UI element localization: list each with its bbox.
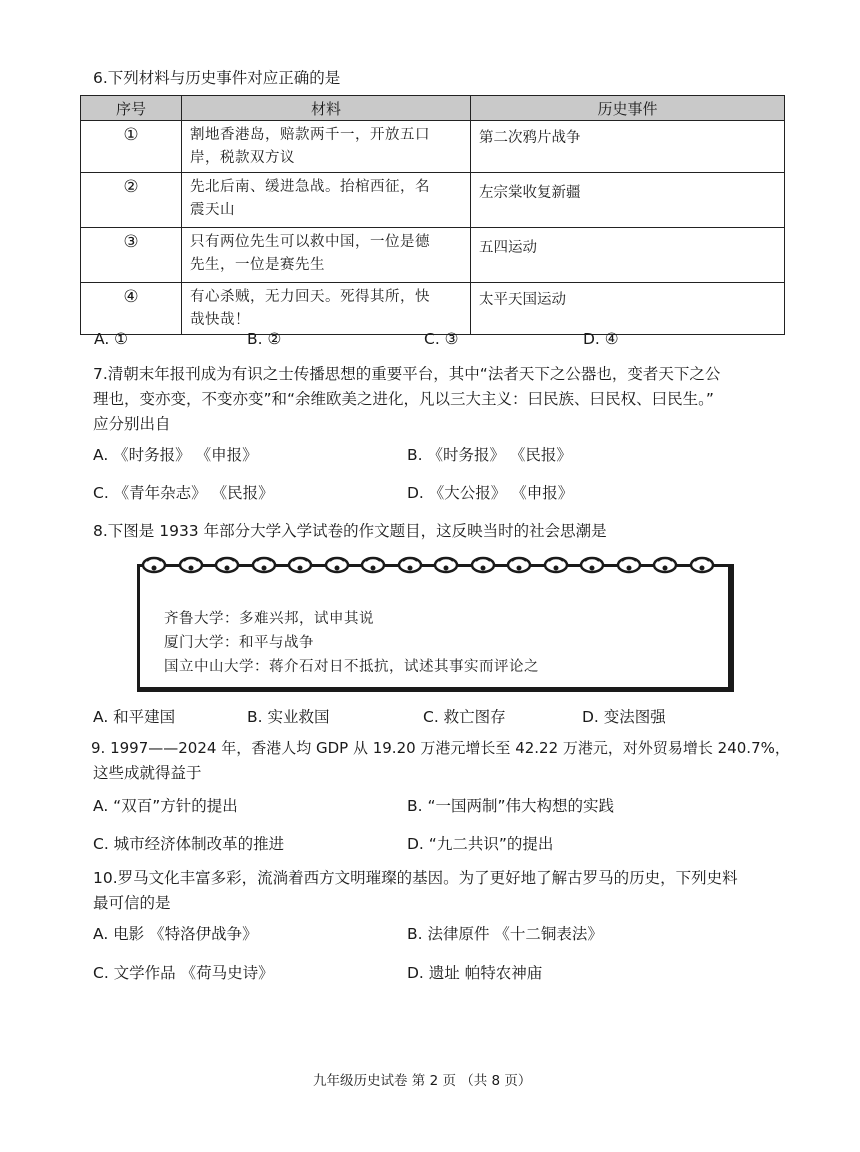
- row-event: 五四运动: [471, 228, 785, 283]
- notebook-line: 齐鲁大学：多难兴邦，试申其说: [164, 611, 374, 627]
- q6-option-d[interactable]: D. ④: [583, 330, 619, 348]
- spiral-ring-icon: [214, 556, 240, 574]
- notebook-line: 国立中山大学：蒋介石对日不抵抗，试述其事实而评论之: [164, 659, 539, 675]
- q9-option-d[interactable]: D. “九二共识”的提出: [407, 835, 554, 853]
- spiral-ring-icon: [652, 556, 678, 574]
- page-footer: 九年级历史试卷 第 2 页 （共 8 页）: [313, 1073, 532, 1089]
- spiral-ring-icon: [543, 556, 569, 574]
- table-row: [81, 283, 785, 335]
- row-event: 第二次鸦片战争: [471, 121, 785, 173]
- row-number: ②: [81, 173, 182, 228]
- row-event: 太平天国运动: [471, 283, 785, 335]
- q9-stem-line1: 9. 1997——2024 年，香港人均 GDP 从 19.20 万港元增长至 42.22 万港元，对外贸易增长 240.7%，: [91, 739, 790, 757]
- row-number: ④: [81, 283, 182, 335]
- q8-stem: 8.下图是 1933 年部分大学入学试卷的作文题目，这反映当时的社会思潮是: [93, 522, 607, 540]
- row-event: 左宗棠收复新疆: [471, 173, 785, 228]
- q9-option-a[interactable]: A. “双百”方针的提出: [93, 797, 238, 815]
- row-material: [182, 173, 471, 228]
- table-row: [81, 173, 785, 228]
- spiral-ring-icon: [324, 556, 350, 574]
- q6-option-b[interactable]: B. ②: [247, 330, 282, 348]
- q10-stem-line2: 最可信的是: [93, 894, 171, 912]
- material-line: 先生，一位是赛先生: [190, 257, 325, 273]
- spiral-ring-icon: [433, 556, 459, 574]
- q6-option-c[interactable]: C. ③: [424, 330, 459, 348]
- material-line: 有心杀贼，无力回天。死得其所，快: [190, 289, 430, 305]
- spiral-ring-icon: [689, 556, 715, 574]
- spiral-ring-icon: [579, 556, 605, 574]
- table-row: [81, 228, 785, 283]
- q6-stem: 6.下列材料与历史事件对应正确的是: [93, 69, 341, 87]
- q9-option-c[interactable]: C. 城市经济体制改革的推进: [93, 835, 285, 853]
- q10-option-b[interactable]: B. 法律原件 《十二铜表法》: [407, 925, 603, 943]
- q7-option-d[interactable]: D. 《大公报》 《申报》: [407, 484, 574, 502]
- q10-option-d[interactable]: D. 遗址 帕特农神庙: [407, 964, 543, 982]
- spiral-ring-icon: [178, 556, 204, 574]
- header-event: 历史事件: [471, 96, 785, 121]
- spiral-ring-icon: [251, 556, 277, 574]
- row-number: ①: [81, 121, 182, 173]
- q8-option-d[interactable]: D. 变法图强: [582, 708, 666, 726]
- material-line: 先北后南、缓进急战。抬棺西征，名: [190, 179, 430, 195]
- material-line: 割地香港岛，赔款两千一，开放五口: [190, 127, 430, 143]
- q10-option-a[interactable]: A. 电影 《特洛伊战争》: [93, 925, 258, 943]
- material-line: 哉快哉！: [190, 312, 250, 328]
- q9-option-b[interactable]: B. “一国两制”伟大构想的实践: [407, 797, 615, 815]
- notebook-page: [137, 564, 734, 692]
- q8-option-c[interactable]: C. 救亡图存: [423, 708, 506, 726]
- row-number: ③: [81, 228, 182, 283]
- q6-table: [80, 95, 785, 335]
- spiral-ring-icon: [141, 556, 167, 574]
- notebook-line: 厦门大学：和平与战争: [164, 635, 314, 651]
- q7-option-a[interactable]: A. 《时务报》 《申报》: [93, 446, 258, 464]
- material-line: 只有两位先生可以救中国，一位是德: [190, 234, 430, 250]
- q8-option-a[interactable]: A. 和平建国: [93, 708, 176, 726]
- notebook-rings: [137, 556, 731, 578]
- spiral-ring-icon: [397, 556, 423, 574]
- q9-stem-line2: 这些成就得益于: [93, 764, 202, 782]
- spiral-ring-icon: [360, 556, 386, 574]
- row-material: [182, 121, 471, 173]
- q6-table-header: [81, 96, 785, 121]
- row-material: [182, 228, 471, 283]
- row-material: [182, 283, 471, 335]
- spiral-ring-icon: [506, 556, 532, 574]
- header-number: 序号: [81, 96, 182, 121]
- table-row: [81, 121, 785, 173]
- q7-stem-line1: 7.清朝末年报刊成为有识之士传播思想的重要平台，其中“法者天下之公器也，变者天下之公: [93, 365, 721, 383]
- spiral-ring-icon: [616, 556, 642, 574]
- material-line: 岸，税款双方议: [190, 150, 295, 166]
- q7-option-c[interactable]: C. 《青年杂志》 《民报》: [93, 484, 274, 502]
- q8-option-b[interactable]: B. 实业救国: [247, 708, 330, 726]
- q10-stem-line1: 10.罗马文化丰富多彩，流淌着西方文明璀璨的基因。为了更好地了解古罗马的历史，下列史料: [93, 869, 738, 887]
- q7-stem-line2: 理也，变亦变，不变亦变”和“余维欧美之进化，凡以三大主义：曰民族、曰民权、曰民生。”: [93, 390, 714, 408]
- exam-topics-notebook-image: [137, 556, 731, 688]
- q7-stem-line3: 应分别出自: [93, 415, 171, 433]
- header-material: 材料: [182, 96, 471, 121]
- q7-option-b[interactable]: B. 《时务报》 《民报》: [407, 446, 572, 464]
- q10-option-c[interactable]: C. 文学作品 《荷马史诗》: [93, 964, 274, 982]
- q6-option-a[interactable]: A. ①: [94, 330, 129, 348]
- spiral-ring-icon: [287, 556, 313, 574]
- spiral-ring-icon: [470, 556, 496, 574]
- material-line: 震天山: [190, 202, 235, 218]
